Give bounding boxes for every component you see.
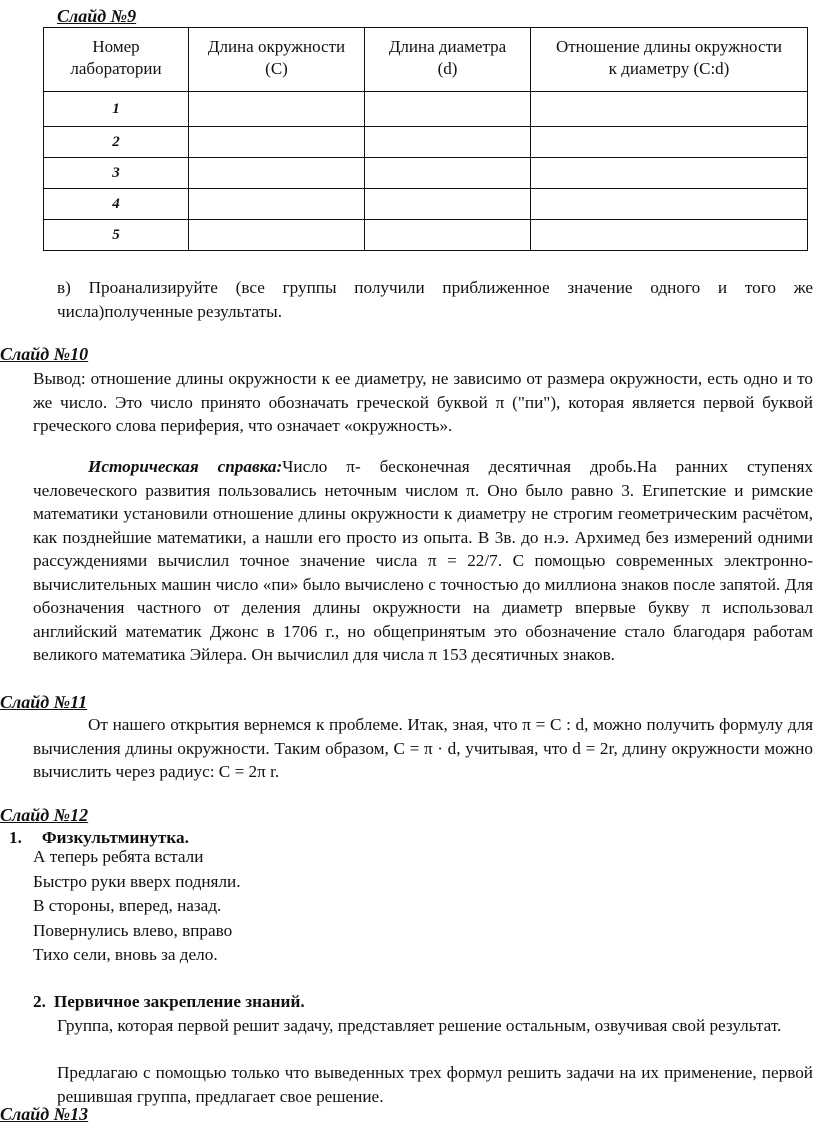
header-circumference: Длина окружности (С) bbox=[189, 28, 365, 92]
formula-paragraph: От нашего открытия вернемся к проблеме. Итак, зная, что π = С : d, можно получить формулу для вычисления длины окружности. Таким образом, С = π · d, учитывая, что d = 2r, длину окружности можно вычислить через радиус: С = 2π r. bbox=[33, 715, 813, 781]
item-1-title: Физкультминутка. bbox=[41, 828, 189, 847]
lab-results-table bbox=[43, 27, 808, 251]
table-row: 2 bbox=[44, 127, 808, 158]
slide-11-heading: Слайд №11 bbox=[0, 692, 88, 712]
poem-line: А теперь ребята встали bbox=[33, 847, 204, 866]
historical-note-label: Историческая справка: bbox=[88, 457, 283, 476]
item-2-title: Первичное закрепление знаний. bbox=[53, 992, 305, 1011]
historical-note-text: Число π- бесконечная десятичная дробь.На ранних ступенях человеческого развития пользовались неточным числом π. Оно было равно 3. Египетские и римские математики установили отношение длины окружности к диаметру не строгим геометрическим расчётом, как позднейшие математики, а нашли его просто из опыта. В 3в. до н.э. Архимед без измерений одними рассуждениями вычислил точное значение числа π = 22/7. С помощью современных электронно-вычислительных машин число «пи» было вычислено с точностью до миллиона знаков после запятой. Для обозначения частного от деления длины окружности на диаметр впервые букву π использовал английский математик Джонс в 1706 г., но общепринятым это обозначение стало благодаря работам великого математика Эйлера. Он вычислил для числа π 153 десятичных знаков. bbox=[33, 457, 813, 664]
slide-13-heading: Слайд №13 bbox=[0, 1104, 89, 1124]
table-row: 3 bbox=[44, 158, 808, 189]
poem-line: В стороны, вперед, назад. bbox=[33, 896, 222, 916]
item-2-heading bbox=[33, 991, 305, 1013]
item-2-paragraph-1: Группа, которая первой решит задачу, представляет решение остальным, озвучивая свой результат. bbox=[57, 1016, 782, 1035]
analysis-note: в) Проанализируйте (все группы получили приближенное значение одного и того же числа)полученные результаты. bbox=[57, 278, 813, 321]
slide-10-heading: Слайд №10 bbox=[0, 344, 89, 364]
slide-9-heading: Слайд №9 bbox=[57, 6, 137, 26]
exercise-poem bbox=[33, 845, 241, 968]
table-row: 4 bbox=[44, 189, 808, 220]
table-row: 5 bbox=[44, 220, 808, 251]
table-row: 1 bbox=[44, 92, 808, 127]
poem-line: Повернулись влево, вправо bbox=[33, 920, 233, 940]
header-ratio: Отношение длины окружности к диаметру (С:d) bbox=[531, 28, 808, 92]
conclusion-paragraph: Вывод: отношение длины окружности к ее диаметру, не зависимо от размера окружности, есть одно и то же число. Это число принято обозначать греческой буквой π ("пи"), которая является первой буквой греческого слова периферия, что означает «окружность». bbox=[33, 369, 813, 435]
historical-note-paragraph bbox=[33, 455, 813, 667]
poem-line: Тихо сели, вновь за дело. bbox=[33, 945, 218, 965]
slide-12-heading: Слайд №12 bbox=[0, 805, 89, 825]
table-header-row bbox=[44, 28, 808, 92]
item-2-number: 2. bbox=[33, 992, 46, 1011]
item-1-number: 1. bbox=[9, 828, 22, 847]
header-lab-number: Номер лаборатории bbox=[44, 28, 189, 92]
poem-line: Быстро руки вверх подняли. bbox=[33, 871, 241, 891]
header-diameter: Длина диаметра (d) bbox=[365, 28, 531, 92]
item-2-paragraph-2: Предлагаю с помощью только что выведенных трех формул решить задачи на их применение, первой решившая группа, предлагает свое решение. bbox=[57, 1063, 813, 1106]
